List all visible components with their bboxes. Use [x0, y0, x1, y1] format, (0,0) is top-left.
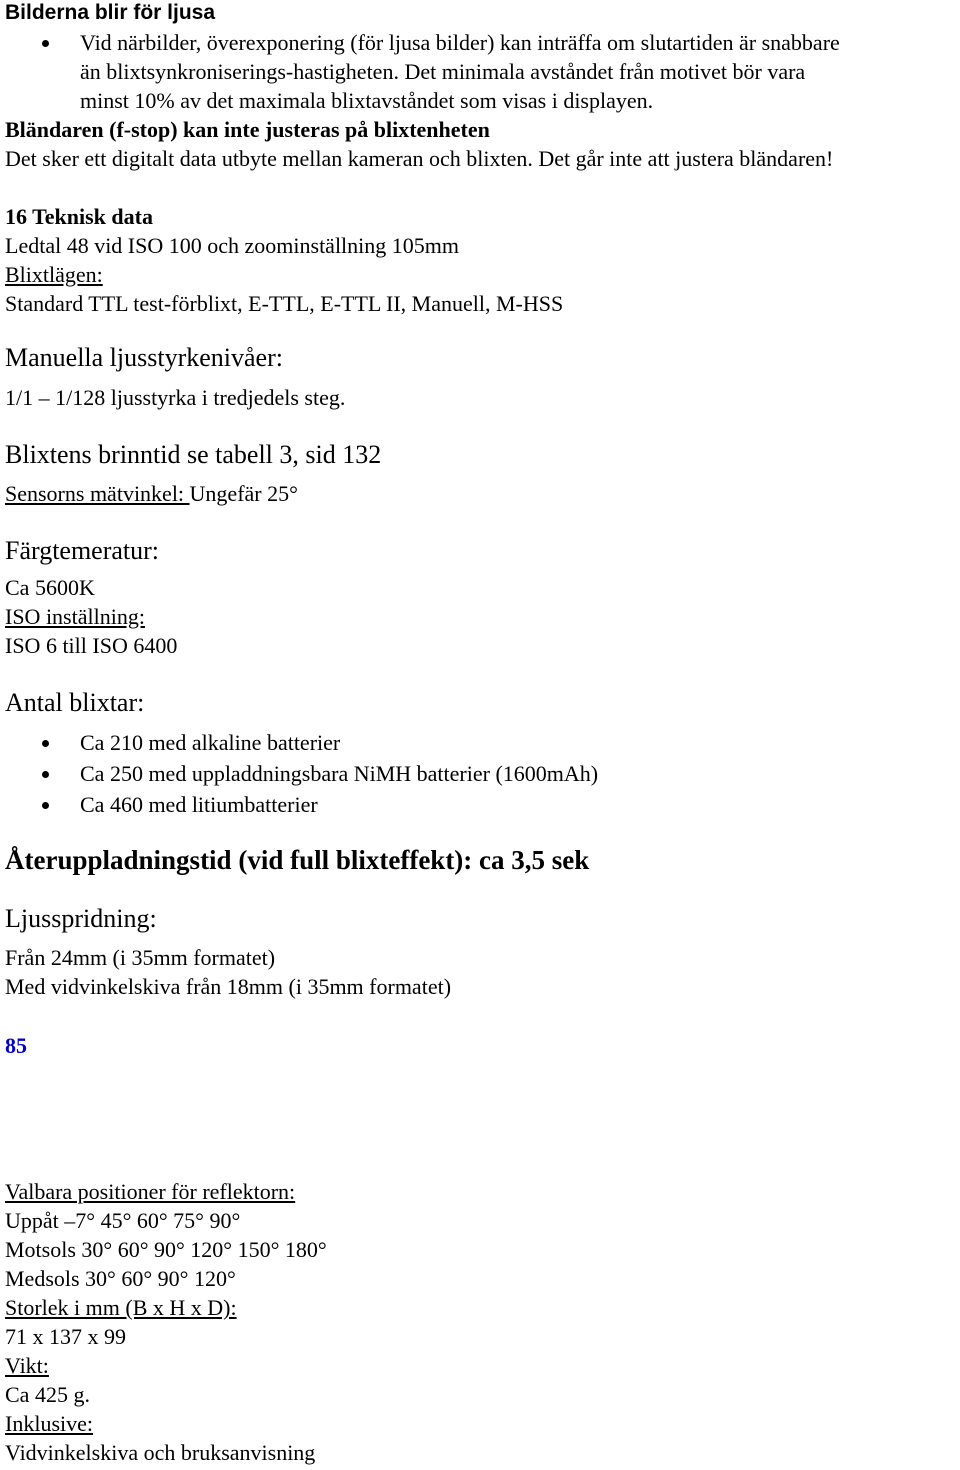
- iso-value: ISO 6 till ISO 6400: [5, 633, 178, 658]
- heading-blandaren: Bländaren (f-stop) kan inte justeras på blixtenheten: [5, 117, 490, 142]
- sensor-label: Sensorns mätvinkel:: [5, 481, 190, 506]
- bullet-dot-icon: [42, 40, 49, 47]
- bullet-dot-icon: [42, 771, 49, 778]
- bullet-dot-icon: [42, 740, 49, 747]
- blixtlagen-value: Standard TTL test-förblixt, E-TTL, E-TTL II, Manuell, M-HSS: [5, 291, 564, 316]
- inklusive-label: Inklusive:: [5, 1411, 93, 1436]
- manuella-value: 1/1 – 1/128 ljusstyrka i tredjedels steg.: [5, 385, 346, 410]
- bullet-text-line3: minst 10% av det maximala blixtavståndet som visas i displayen.: [80, 88, 654, 113]
- inklusive-value: Vidvinkelskiva och bruksanvisning: [5, 1440, 316, 1465]
- reflektor-uppat: Uppåt –7° 45° 60° 75° 90°: [5, 1208, 241, 1233]
- iso-label: ISO inställning:: [5, 604, 145, 629]
- bullet-dot-icon: [42, 802, 49, 809]
- heading-ljusspridning: Ljusspridning:: [5, 904, 157, 933]
- reflektor-label: Valbara positioner för reflektorn:: [5, 1179, 296, 1204]
- storlek-label: Storlek i mm (B x H x D):: [5, 1295, 237, 1320]
- vikt-value: Ca 425 g.: [5, 1382, 90, 1407]
- heading-aterupp: Återuppladningstid (vid full blixteffekt): ca 3,5 sek: [5, 845, 590, 875]
- antal-item-2: Ca 250 med uppladdningsbara NiMH batterier (1600mAh): [80, 761, 599, 786]
- sensor-value: Ungefär 25°: [189, 481, 298, 506]
- page-number: 85: [5, 1033, 27, 1058]
- heading-antal: Antal blixtar:: [5, 688, 145, 717]
- storlek-value: 71 x 137 x 99: [5, 1324, 126, 1349]
- bullet-text-line2: än blixtsynkroniserings-hastigheten. Det minimala avståndet från motivet bör vara: [80, 59, 806, 84]
- heading-manuella: Manuella ljusstyrkenivåer:: [5, 343, 283, 372]
- heading-bilderna-ljusa: Bilderna blir för ljusa: [5, 1, 216, 24]
- heading-brinntid: Blixtens brinntid se tabell 3, sid 132: [5, 440, 382, 469]
- heading-farg: Färgtemeratur:: [5, 536, 160, 565]
- vikt-label: Vikt:: [5, 1353, 49, 1378]
- bullet-text-line1: Vid närbilder, överexponering (för ljusa bilder) kan inträffa om slutartiden är snabbare: [80, 30, 840, 55]
- ledtal-text: Ledtal 48 vid ISO 100 och zoominställning 105mm: [5, 233, 460, 258]
- reflektor-medsols: Medsols 30° 60° 90° 120°: [5, 1266, 236, 1291]
- ljus-line1: Från 24mm (i 35mm formatet): [5, 945, 276, 970]
- heading-teknisk-data: 16 Teknisk data: [5, 204, 153, 229]
- blixtlagen-label: Blixtlägen:: [5, 262, 103, 287]
- blandaren-text: Det sker ett digitalt data utbyte mellan kameran och blixten. Det går inte att justera bländaren!: [5, 146, 834, 171]
- antal-item-3: Ca 460 med litiumbatterier: [80, 792, 318, 817]
- reflektor-motsols: Motsols 30° 60° 90° 120° 150° 180°: [5, 1237, 327, 1262]
- sensor-line: [5, 481, 298, 507]
- antal-item-1: Ca 210 med alkaline batterier: [80, 730, 341, 755]
- farg-value: Ca 5600K: [5, 575, 95, 600]
- ljus-line2: Med vidvinkelskiva från 18mm (i 35mm formatet): [5, 974, 452, 999]
